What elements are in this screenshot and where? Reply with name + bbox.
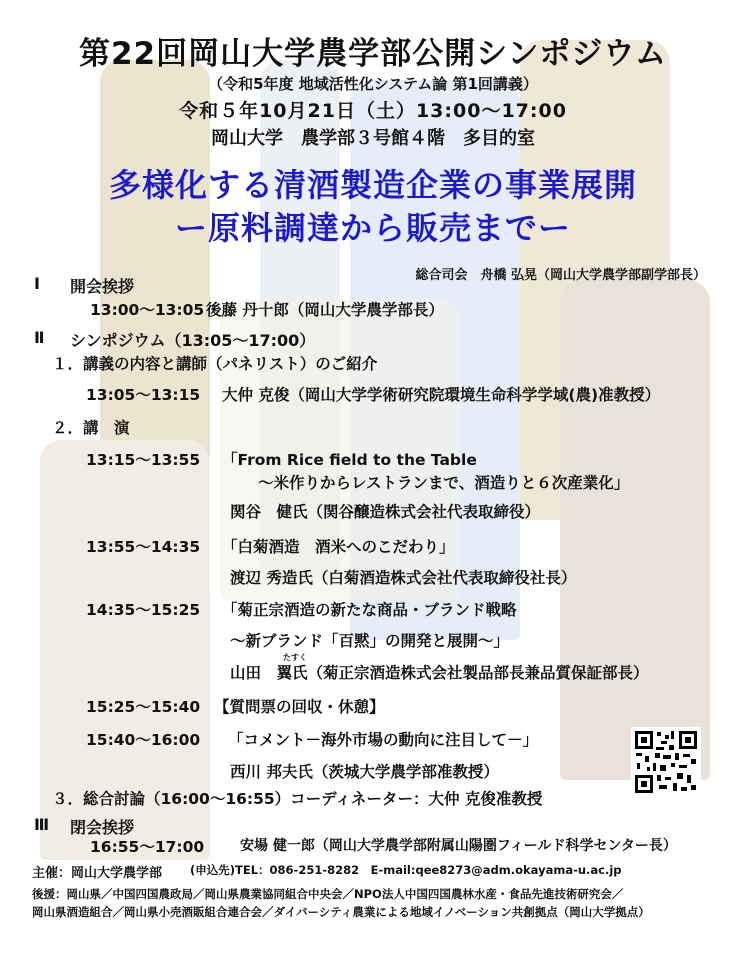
lecture-3-speaker: 山田 翼氏（菊正宗酒造株式会社製品部長兼品質保証部長） bbox=[230, 664, 649, 682]
qr-code-icon bbox=[633, 729, 699, 795]
section-3-time: 16:55〜17:00 bbox=[90, 838, 205, 856]
lecture-2-time: 13:55〜14:35 bbox=[86, 538, 201, 556]
moderator: 総合司会 舟橋 弘晃（岡山大学農学部副学部長） bbox=[415, 268, 706, 283]
lecture-2-speaker: 渡辺 秀造氏（白菊酒造株式会社代表取締役社長） bbox=[230, 569, 577, 587]
theme-subtitle: ー原料調達から販売までー bbox=[174, 209, 571, 247]
lecture-3-title: 「菊正宗酒造の新たな商品・ブランド戦略 bbox=[222, 601, 517, 619]
section-1-time: 13:00〜13:05 bbox=[90, 301, 205, 319]
qr-code[interactable] bbox=[631, 727, 701, 797]
organizer: 主催：岡山大学農学部 bbox=[32, 866, 163, 881]
break-title: 【質問票の回収・休憩】 bbox=[214, 698, 385, 716]
supporters-line-1: 後援：岡山県／中国四国農政局／岡山県農業協同組合中央会／NPO法人中国四国農林水産・食品先進技術研究会／ bbox=[32, 887, 624, 901]
section-1-number: Ⅰ bbox=[34, 274, 40, 293]
subsection-2-title: ２．講 演 bbox=[52, 419, 130, 437]
subsection-1-time: 13:05〜13:15 bbox=[86, 386, 201, 404]
supporters-line-2: 岡山県酒造組合／岡山県小売酒販組合連合会／ダイバーシティ農業による地域イノベーション共創拠点（岡山大学拠点） bbox=[32, 905, 650, 919]
contact-info: (申込先)TEL：086-251-8282 E-mail:qee8273@adm.okayama-u.ac.jp bbox=[190, 863, 622, 877]
event-venue: 岡山大学 農学部３号館４階 多目的室 bbox=[211, 128, 535, 149]
section-2-number: Ⅱ bbox=[34, 328, 45, 347]
subsection-3-title: ３．総合討論（16:00〜16:55）コーディネーター：大仲 克俊准教授 bbox=[52, 790, 543, 808]
lecture-2-title: 「白菊酒造 酒米へのこだわり」 bbox=[222, 538, 455, 556]
section-3-speaker: 安場 健一郎（岡山大学農学部附属山陽圏フィールド科学センター長） bbox=[240, 838, 677, 854]
event-title: 第22回岡山大学農学部公開シンポジウム bbox=[78, 36, 668, 72]
lecture-4-time: 15:40〜16:00 bbox=[86, 731, 201, 749]
lecture-3-time: 14:35〜15:25 bbox=[86, 601, 201, 619]
lecture-1-subtitle: 〜米作りからレストランまで、酒造りと６次産業化」 bbox=[258, 474, 630, 492]
section-1-title: 開会挨拶 bbox=[70, 277, 135, 296]
subsection-1-title: １．講義の内容と講師（パネリスト）のご紹介 bbox=[52, 355, 378, 373]
lecture-subtitle: （令和5年度 地域活性化システム論 第1回講義） bbox=[208, 75, 538, 93]
lecture-3-ruby: たすく bbox=[283, 653, 307, 662]
lecture-4-title: 「コメント－海外市場の動向に注目して－」 bbox=[228, 731, 539, 749]
lecture-1-time: 13:15〜13:55 bbox=[86, 451, 201, 469]
subsection-1-speaker: 大仲 克俊（岡山大学学術研究院環境生命科学学域(農)准教授） bbox=[222, 386, 661, 404]
theme-title: 多様化する清酒製造企業の事業展開 bbox=[108, 166, 637, 204]
break-time: 15:25〜15:40 bbox=[86, 698, 201, 716]
lecture-4-speaker: 西川 邦夫氏（茨城大学農学部准教授） bbox=[230, 763, 499, 781]
section-2-title: シンポジウム（13:05〜17:00） bbox=[70, 331, 316, 350]
lecture-1-speaker: 関谷 健氏（関谷醸造株式会社代表取締役） bbox=[230, 503, 541, 521]
section-3-title: 閉会挨拶 bbox=[70, 818, 135, 837]
section-1-speaker: 後藤 丹十郎（岡山大学農学部長） bbox=[206, 301, 444, 319]
lecture-3-subtitle: 〜新ブランド「百黙」の開発と展開〜」 bbox=[230, 632, 510, 650]
event-date: 令和５年10月21日（土）13:00〜17:00 bbox=[179, 100, 567, 122]
section-3-number: Ⅲ bbox=[34, 815, 50, 834]
lecture-1-title: 「From Rice field to the Table bbox=[222, 451, 477, 469]
